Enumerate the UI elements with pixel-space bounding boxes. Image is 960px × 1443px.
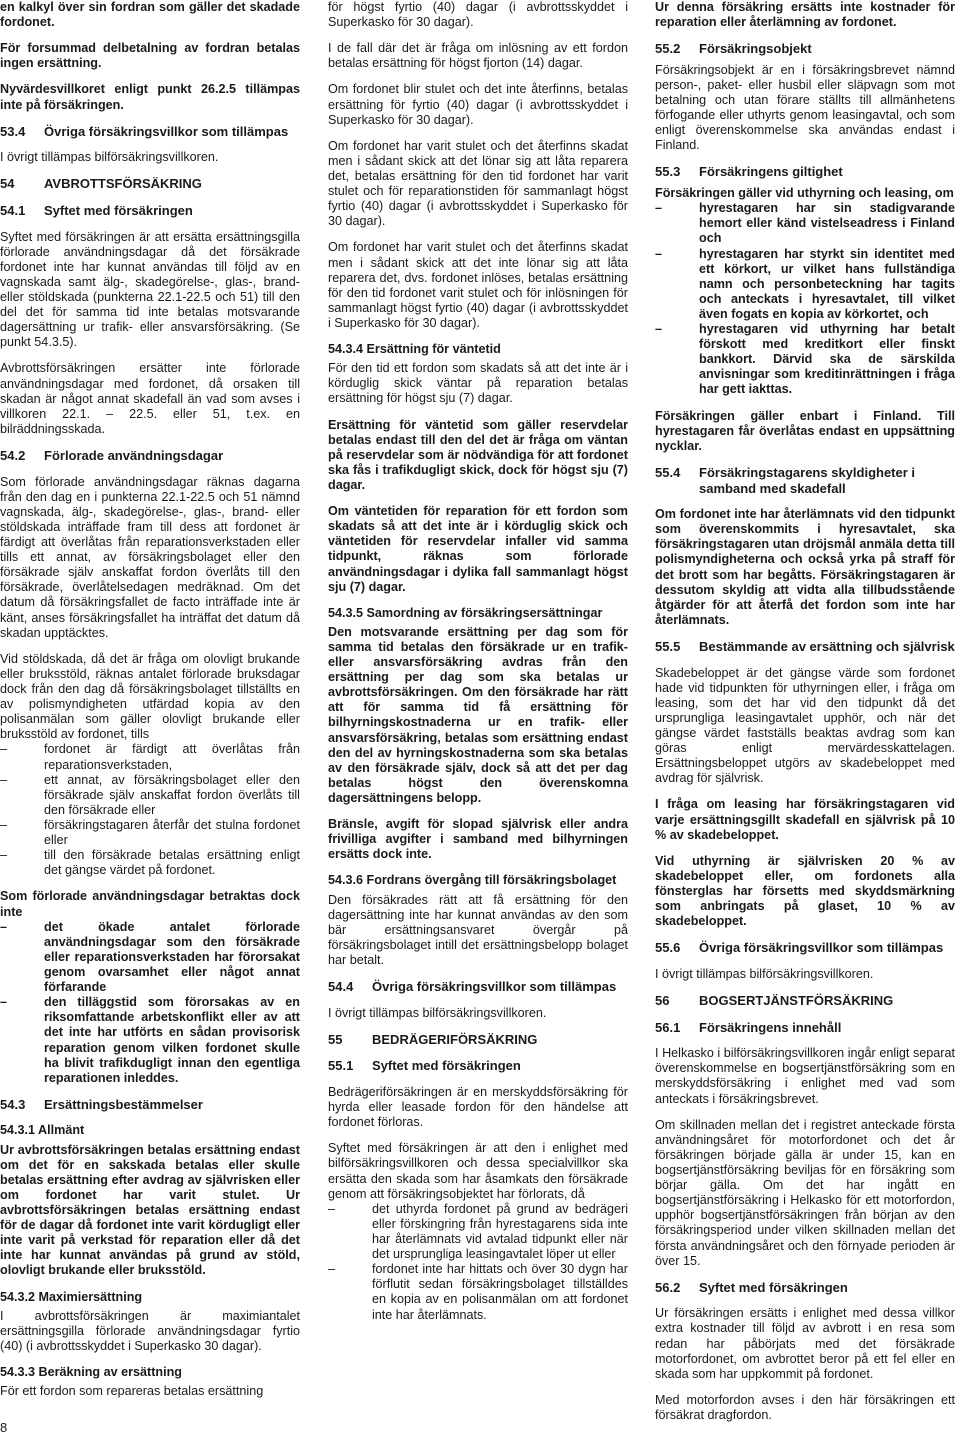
- paragraph: Syftet med försäkringen är att ersätta ersättningsgilla förlorade användningsdagar då det försäkrade fordonet inte har kunnat användas till följd av en vagnskada samt älg-, skadegörelse-, glas-, brand- eller stöldskada (punkterna 22.1-22.5 och 51) till den del det för samma tid inte betalas motsvarande dagersättning ur trafik- eller ansvarsförsäkring. (Se punkt 54.3.5).: [0, 229, 300, 350]
- paragraph: Om fordonet blir stulet och det inte återfinns, betalas ersättning för fyrtio (40) dagar (i avbrottsskyddet i Superkasko för 30 dagar).: [328, 82, 628, 127]
- list-item: – hyrestagaren har styrkt sin identitet med ett körkort, ur vilket hans fullständiga namn och personbeteckning har tagits och anteckats i hyresavtalet, till vilket även fogats en kopia av körkortet, och: [655, 247, 955, 323]
- list-item: – fordonet är färdigt att överlåtas från reparationsverkstaden,: [0, 742, 300, 772]
- column-2: [328, 0, 628, 1334]
- paragraph: Syftet med försäkringen är att den i enlighet med bilförsäkringsvillkoren och dessa specialvillkor ska ersätta den skada som har åsamkats den försäkrade genom att försäkringsobjektet har förlorats, då: [328, 1141, 628, 1201]
- heading-54: 54 AVBROTTSFÖRSÄKRING: [0, 176, 202, 192]
- paragraph: Ur denna försäkring ersätts inte kostnader för reparation eller återlämning av fordonet.: [655, 0, 955, 30]
- heading-56: 56 BOGSERTJÄNSTFÖRSÄKRING: [655, 993, 894, 1009]
- paragraph: Vid uthyrning är självrisken 20 % av skadebeloppet eller, om fordonets alla fönsterglas har försetts med skyddsmärkning som anbringats på glaset, 10 % av skadebeloppet.: [655, 853, 955, 929]
- heading-55-6: 55.6 Övriga försäkringsvillkor som tillämpas: [655, 940, 944, 956]
- paragraph: Om väntetiden för reparation för ett fordon som skadats så att det inte är i körduglig skick och väntetiden för reservdelar infaller vid samma tidpunkt, räknas som förlorade användningsdagar i dylika fall sammanlagt högst sju (7) dagar.: [328, 504, 628, 594]
- heading-54-3-1: 54.3.1 Allmänt: [0, 1123, 85, 1138]
- heading-54-3: 54.3 Ersättningsbestämmelser: [0, 1096, 203, 1112]
- heading-53-4: 53.4 Övriga försäkringsvillkor som tillämpas: [0, 123, 289, 139]
- dash-list: [0, 742, 300, 878]
- list-item: – det uthyrda fordonet på grund av bedrägeri eller förskingring från hyrestagarens sida inte har återlämnats vid avtalad tidpunkt eller när det ursprungliga leasingavtalet löper ut eller: [328, 1202, 628, 1262]
- paragraph: Om skillnaden mellan det i registret anteckade första användningsåret för motorfordonet och det år försäkringen började gälla är under 15, kan en bogsertjänstförsäkring beviljas för en försäkring som börjar gälla. Om det har ingått en bogsertjänstförsäkring i Helkasko för ett motorfordon, upphör bogsertjänstförsäkringen från början av den försäkringsperiod under vilken skillnaden mellan det första användningsåret och den förnyade perioden är över 15.: [655, 1117, 955, 1268]
- heading-54-3-3: 54.3.3 Beräkning av ersättning: [0, 1364, 182, 1379]
- paragraph: Ersättning för väntetid som gäller reservdelar betalas endast till den del det är fråga om väntan på reservdelar som är nödvändiga för att fordonet ska fås i trafikdugligt skick, dock för högst sju (7) dagar.: [328, 417, 628, 492]
- paragraph: I de fall där det är fråga om inlösning av ett fordon betalas ersättning för högst fjorton (14) dagar.: [328, 41, 628, 71]
- paragraph: I övrigt tillämpas bilförsäkringsvillkoren.: [655, 966, 874, 981]
- dash-list: [0, 920, 300, 1086]
- paragraph: Nyvärdesvillkoret enligt punkt 26.2.5 tillämpas inte på försäkringen.: [0, 82, 300, 112]
- column-1: [0, 0, 300, 1410]
- paragraph: I fråga om leasing har försäkringstagaren vid varje ersättningsgillt skadefall en självrisk på 10 % av skadebeloppet.: [655, 797, 955, 842]
- heading-55-1: 55.1 Syftet med försäkringen: [328, 1058, 521, 1074]
- paragraph: För forsummad delbetalning av fordran betalas ingen ersättning.: [0, 41, 300, 71]
- list-item: – försäkringstagaren återfår det stulna fordonet eller: [0, 818, 300, 848]
- paragraph: en kalkyl över sin fordran som gäller det skadade fordonet.: [0, 0, 300, 30]
- paragraph: för högst fyrtio (40) dagar (i avbrottsskyddet i Superkasko för 30 dagar).: [328, 0, 628, 30]
- heading-55-3: 55.3 Försäkringens giltighet: [655, 164, 843, 180]
- heading-54-4: 54.4 Övriga försäkringsvillkor som tillämpas: [328, 979, 617, 995]
- paragraph: Bedrägeriförsäkringen är en merskyddsförsäkring för hyrda eller leasade fordon för den händelse att fordonet förloras.: [328, 1085, 628, 1130]
- heading-55-4: 55.4 Försäkringstagarens skyldigheter i samband med skadefall: [655, 464, 916, 496]
- dash-list: [655, 201, 955, 397]
- list-item: – det ökade antalet förlorade användningsdagar som den försäkrade eller reparationsverkstaden har förorsakat genom ovarsamhet eller något annat förfarande: [0, 920, 300, 996]
- list-item: – till den försäkrade betalas ersättning enligt det gängse värdet på fordonet.: [0, 848, 300, 878]
- heading-54-3-6: 54.3.6 Fordrans övergång till försäkringsbolaget: [328, 873, 617, 888]
- paragraph: Ur försäkringen ersätts i enlighet med dessa villkor extra kostnader till följd av avbrott i en resa som redan har påbörjats med det försäkrade motorfordonet, om avbrottet beror på ett fel eller en skada som har uppkommit på fordonet.: [655, 1306, 955, 1381]
- paragraph: Avbrottsförsäkringen ersätter inte förlorade användningsdagar med fordonet, då orsaken till skadan är något annat skadefall än vad som avses i villkoren 22.1. – 22.5. eller 51, t.ex. en bilräddningsskada.: [0, 361, 300, 436]
- heading-55-5: 55.5 Bestämmande av ersättning och självrisk: [655, 638, 955, 654]
- heading-55-2: 55.2 Försäkringsobjekt: [655, 41, 812, 57]
- paragraph: Försäkringsobjekt är en i försäkringsbrevet nämnd person-, paket- eller husbil eller släpvagn som mot betalning och utan förare ställts till allmänhetens förfogande eller uthyrts genom leasingavtal, och som enligt överenskommelse ska användas endast i Finland.: [655, 62, 955, 153]
- heading-54-1: 54.1 Syftet med försäkringen: [0, 202, 193, 218]
- paragraph: För ett fordon som repareras betalas ersättning: [0, 1384, 264, 1399]
- paragraph: Försäkringen gäller vid uthyrning och leasing, om: [655, 186, 954, 201]
- list-item: – hyrestagaren vid uthyrning har betalt förskott med kreditkort eller finskt bankkort. Därvid ska de särskilda anvisningar som kreditinrättningen i fråga har gett iakttas.: [655, 322, 955, 398]
- paragraph: Som förlorade användningsdagar betraktas dock inte: [0, 889, 300, 919]
- paragraph: Skadebeloppet är det gängse värde som fordonet hade vid tidpunkten för uthyrningen eller, i fråga om leasing, som det har vid den tidpunkt då det ursprungliga leasingavtalet upphör, och när det gängse värdet fastställs beaktas avdrag som kan göras enligt mervärdesskattelagen. Ersättningsbeloppet utgörs av skadebeloppet med avdrag för självrisk.: [655, 665, 955, 786]
- heading-54-3-4: 54.3.4 Ersättning för väntetid: [328, 342, 501, 357]
- paragraph: I övrigt tillämpas bilförsäkringsvillkoren.: [328, 1005, 547, 1020]
- dash-list: [328, 1202, 628, 1323]
- paragraph: Om fordonet inte har återlämnats vid den tidpunkt som överenskommits i hyresavtalet, ska försäkringstagaren utan dröjsmål anmäla detta till polismyndigheterna och också yrka på straff för det brott som har begåtts. Försäkringstagaren är dessutom skyldig att vidta alla tillbudsstående åtgärder för att återfå det fordon som inte har återlämnats.: [655, 507, 955, 627]
- paragraph: Den försäkrades rätt att få ersättning för den dagersättning inte har kunnat användas av den som bär ersättningsansvaret övergår på försäkringsbolaget intill det ersättningsbelopp bolaget har betalt.: [328, 892, 628, 968]
- heading-54-3-5: 54.3.5 Samordning av försäkringsersättningar: [328, 605, 603, 620]
- page-number: 8: [0, 1420, 8, 1435]
- paragraph: Om fordonet har varit stulet och det återfinns skadat men i sådant skick att det lönar sig att låta reparera det, betalas ersättning för den tid fordonet har varit stulet och för reparationstiden för sammanlagt högst fyrtio (40) dagar (i avbrottsskyddet i Superkasko för 30 dagar).: [328, 138, 628, 229]
- paragraph: Bränsle, avgift för slopad självrisk eller andra frivilliga avgifter i samband med bilhyrningen ersätts dock inte.: [328, 817, 628, 862]
- column-3: [655, 0, 955, 1434]
- paragraph: Med motorfordon avses i den här försäkringen ett försäkrat dragfordon.: [655, 1392, 955, 1422]
- heading-54-2: 54.2 Förlorade användningsdagar: [0, 447, 224, 463]
- paragraph: För den tid ett fordon som skadats så att det inte är i körduglig skick väntar på reparation betalas ersättning för högst sju (7) dagar.: [328, 361, 628, 406]
- heading-55: 55 BEDRÄGERIFÖRSÄKRING: [328, 1031, 538, 1047]
- list-item: – hyrestagaren har sin stadigvarande hemort eller känd vistelseadress i Finland och: [655, 201, 955, 246]
- list-item: – den tilläggstid som förorsakas av en riksomfattande arbetskonflikt eller av att det inte har utförts en sådan provisorisk reparation genom vilken fordonet skulle ha blivit trafikdugligt innan den egentliga reparationen inleddes.: [0, 995, 300, 1086]
- list-item: – fordonet inte har hittats och över 30 dygn har förflutit sedan försäkringsbolaget tillställdes en kopia av en polisanmälan om att fordonet inte har återlämnats.: [328, 1262, 628, 1322]
- heading-56-1: 56.1 Försäkringens innehåll: [655, 1019, 842, 1035]
- paragraph: Som förlorade användningsdagar räknas dagarna från den dag en i punkterna 22.1-22.5 och 51 nämnd vagnskada, älg-, skadegörelse-, glas-, brand- eller stöldskada inträffade fram till dess att fordonet är färdigt att överlåtas från reparationsverkstaden eller tills ett annat, av försäkringsbolaget eller den försäkrade själv anskaffat fordon överlåts till den försäkrade, överlåtelsedagen medräknad. Om det datum då försäkringsfallet de facto inträffade inte är känt, anses försäkringsfallet ha inträffat det datum då skadan upptäcktes.: [0, 474, 300, 640]
- heading-56-2: 56.2 Syftet med försäkringen: [655, 1279, 848, 1295]
- paragraph: Den motsvarande ersättning per dag som för samma tid betalas den försäkrade ur en trafik- eller ansvarsförsäkring avdras från den ersättning per dag som ska betalas ur avbrottsförsäkringen. Om den försäkrade har rätt att för samma tid få ersättning för bilhyrningskostnaderna ur en trafik- eller ansvarsförsäkring, betalas som ersättning endast den del av hyrningskostnaderna som ska betalas av den försäkrade själv, dock så att det per dag betalas högst den överenskomna dagersättningens belopp.: [328, 624, 628, 806]
- paragraph: I övrigt tillämpas bilförsäkringsvillkoren.: [0, 150, 219, 165]
- list-item: – ett annat, av försäkringsbolaget eller den försäkrade själv anskaffat fordon överlåts till den försäkrade eller: [0, 773, 300, 818]
- paragraph: Vid stöldskada, då det är fråga om olovligt brukande eller bruksstöld, räknas antalet förlorade bruksdagar dock från den dag då försäkringsbolaget tillställts en av polismyndigheten utfärdad kopia av den polisanmälan som gäller olovligt brukande eller bruksstöld av fordonet, tills: [0, 651, 300, 742]
- paragraph: Försäkringen gäller enbart i Finland. Till hyrestagaren får överlåtas endast en uppsättning nycklar.: [655, 408, 955, 453]
- paragraph: I Helkasko i bilförsäkringsvillkoren ingår enligt separat överenskommelse en bogsertjänstförsäkring som en merskyddsförsäkring i enlighet med vad som anteckats i försäkringsbrevet.: [655, 1046, 955, 1106]
- paragraph: I avbrottsförsäkringen är maximiantalet ersättningsgilla förlorade användningsdagar fyrtio (40) (i avbrottsskyddet i Superkasko 30 dagar).: [0, 1308, 300, 1353]
- paragraph: Om fordonet har varit stulet och det återfinns skadat men i sådant skick att det inte lönar sig att låta reparera det, dvs. fordonet inlöses, betalas ersättning för den tid fordonet varit stulet och för inlösningen för sammanlagt högst fyrtio (40) dagar (i avbrottsskyddet i Superkasko för 30 dagar).: [328, 240, 628, 330]
- paragraph: Ur avbrottsförsäkringen betalas ersättning endast om det för en sakskada betalas eller skulle betalas ersättning efter avdrag av självrisken eller om fordonet har varit stulet. Ur avbrottsförsäkringen betalas ersättning endast för de dagar då fordonet inte varit kördugligt eller inte varit på verkstad för reparation eller då det inte har kunnat användas på grund av stöld, olovligt brukande eller bruksstöld.: [0, 1142, 300, 1278]
- heading-54-3-2: 54.3.2 Maximiersättning: [0, 1289, 143, 1304]
